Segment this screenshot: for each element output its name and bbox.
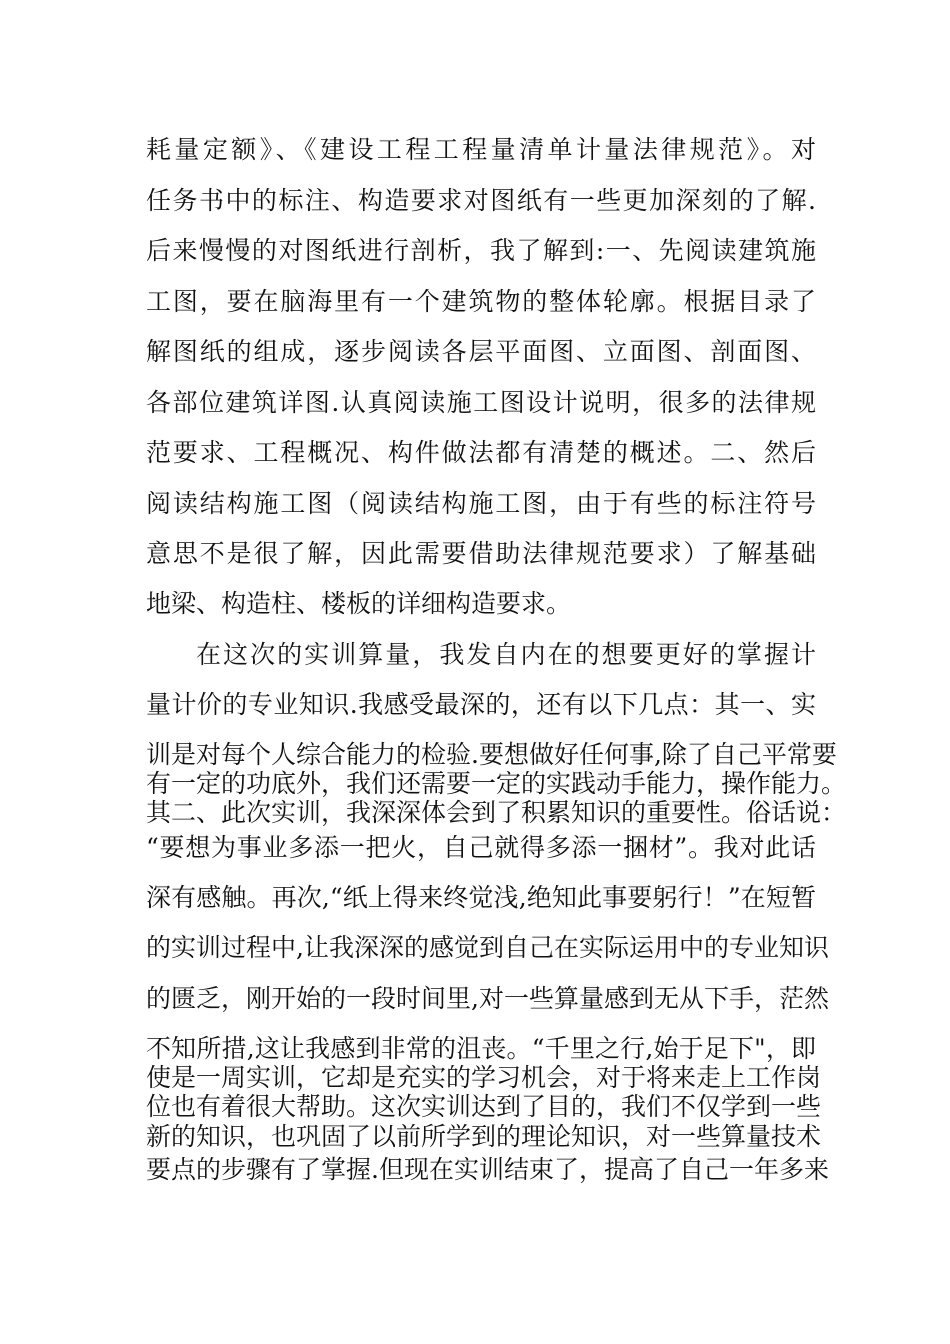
text-line: 任务书中的标注、构造要求对图纸有一些更加深刻的了解. <box>146 186 816 215</box>
text-line: 量计价的专业知识.我感受最深的，还有以下几点：其一、实 <box>146 690 816 719</box>
text-line: 要点的步骤有了掌握.但现在实训结束了，提高了自己一年多来 <box>146 1155 829 1184</box>
text-line: 新的知识，也巩固了以前所学到的理论知识，对一些算量技术 <box>146 1122 822 1151</box>
text-line: 范要求、工程概况、构件做法都有清楚的概述。二、然后 <box>146 438 816 467</box>
text-line: 的实训过程中,让我深深的感觉到自己在实际运用中的专业知识 <box>146 933 829 962</box>
text-line: 的匮乏，刚开始的一段时间里,对一些算量感到无从下手，茫然 <box>146 984 829 1013</box>
text-line: 地梁、构造柱、楼板的详细构造要求。 <box>146 589 572 618</box>
text-line: 工图，要在脑海里有一个建筑物的整体轮廓。根据目录了 <box>146 287 816 316</box>
text-line: “要想为事业多添一把火，自己就得多添一捆材”。我对此话 <box>146 833 816 862</box>
text-line: 其二、此次实训，我深深体会到了积累知识的重要性。俗话说： <box>146 798 847 827</box>
text-line: 解图纸的组成，逐步阅读各层平面图、立面图、剖面图、 <box>146 337 816 366</box>
text-line: 阅读结构施工图（阅读结构施工图，由于有些的标注符号 <box>146 489 816 518</box>
text-line: 后来慢慢的对图纸进行剖析，我了解到:一、先阅读建筑施 <box>146 236 816 265</box>
text-line: 位也有着很大帮助。这次实训达到了目的，我们不仅学到一些 <box>146 1092 822 1121</box>
text-line: 训是对每个人综合能力的检验.要想做好任何事,除了自己平常要 <box>146 740 837 769</box>
text-line: 各部位建筑详图.认真阅读施工图设计说明，很多的法律规 <box>146 388 816 417</box>
text-line: 意思不是很了解，因此需要借助法律规范要求）了解基础 <box>146 539 816 568</box>
text-line: 有一定的功底外，我们还需要一定的实践动手能力，操作能力。 <box>146 769 847 798</box>
text-line: 耗量定额》、《建设工程工程量清单计量法律规范》。对 <box>146 135 816 164</box>
text-line: 使是一周实训，它却是充实的学习机会，对于将来走上工作岗 <box>146 1063 822 1092</box>
paragraph-first-line: 在这次的实训算量，我发自内在的想要更好的掌握计 <box>196 640 816 669</box>
text-line: 深有感触。再次,“纸上得来终觉浅,绝知此事要躬行！”在短暂 <box>146 883 816 912</box>
text-line: 不知所措,这让我感到非常的沮丧。“千里之行,始于足下"，即 <box>146 1034 816 1063</box>
